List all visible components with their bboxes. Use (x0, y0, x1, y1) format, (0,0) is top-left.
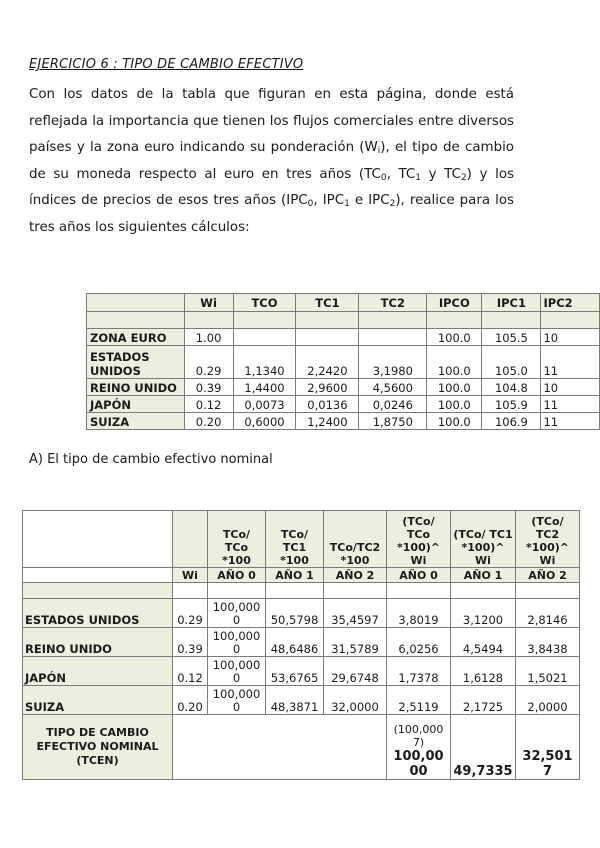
tcen-year1-cell: 49,7335 (451, 715, 516, 780)
ipc2-cell: 11 (541, 346, 600, 379)
weighted-year0-cell: 3,8019 (387, 599, 451, 628)
tcen-blank-cell (173, 715, 387, 780)
table-row (23, 599, 580, 628)
ratio-year2-cell: 31,5789 (324, 628, 387, 657)
ratio-year0-cell: 100,0000 (208, 628, 266, 657)
weight-cell: 0.20 (184, 413, 233, 430)
tc0-cell: 0,6000 (233, 413, 296, 430)
country-label: SUIZA (23, 686, 173, 715)
tc1-cell: 2,2420 (296, 346, 359, 379)
ratio-year1-cell: 48,3871 (266, 686, 324, 715)
table-row (23, 657, 580, 686)
weight-cell: 1.00 (184, 329, 233, 346)
country-label: REINO UNIDO (87, 379, 185, 396)
ratio-year2-cell: 35,4597 (324, 599, 387, 628)
header-cell: TC2 (359, 294, 427, 312)
country-label: SUIZA (87, 413, 185, 430)
header-cell: TCO (233, 294, 296, 312)
ratio-year0-cell: 100,0000 (208, 599, 266, 628)
ratio-year0-cell: 100,0000 (208, 686, 266, 715)
subheader-cell: Wi (173, 568, 208, 583)
header-cell: TCo/TC2 *100 (324, 511, 387, 568)
exercise-statement: Con los datos de la tabla que figuran en esta página, donde está reflejada la importancia que tienen los flujos comerciales entre diversos países y la zona euro indicando su ponderación $(W_i)$, el tipo de cambio de su moneda respecto al euro en tres años ($TC_0$, $TC_1$ y $TC_2$) y los índices de precios de esos tres años ($IPC_0$, $IPC_1$ e $IPC_2$), realice para los tres años los siguientes cálculos: (29, 87, 514, 235)
spacer-row (87, 312, 600, 329)
subheader-cell: AÑO 2 (516, 568, 580, 583)
exercise-title: EJERCICIO 6 : TIPO DE CAMBIO EFECTIVO (29, 57, 304, 72)
weighted-year2-cell: 1,5021 (516, 657, 580, 686)
weight-cell: 0.20 (173, 686, 208, 715)
subheader-cell: AÑO 0 (208, 568, 266, 583)
weighted-year1-cell: 2,1725 (451, 686, 516, 715)
tc1-cell: 0,0136 (296, 396, 359, 413)
header-cell (173, 511, 208, 568)
ipc0-cell: 100.0 (427, 379, 482, 396)
header-cell (87, 294, 185, 312)
ipc0-cell: 100.0 (427, 329, 482, 346)
header-cell: IPCO (427, 294, 482, 312)
tcen-row (23, 715, 580, 780)
table-row (87, 346, 600, 379)
ipc0-cell: 100.0 (427, 413, 482, 430)
tc1-cell: 2,9600 (296, 379, 359, 396)
subheader-cell: AÑO 0 (387, 568, 451, 583)
tcen-calculation-table (22, 510, 580, 780)
ratio-year2-cell: 32,0000 (324, 686, 387, 715)
table-subheader-row (23, 568, 580, 583)
table-header-row (87, 294, 600, 312)
weight-cell: 0.29 (173, 599, 208, 628)
ipc1-cell: 105.9 (482, 396, 541, 413)
country-label: JAPÓN (87, 396, 185, 413)
ipc0-cell: 100.0 (427, 396, 482, 413)
weight-cell: 0.29 (184, 346, 233, 379)
table-row (87, 379, 600, 396)
country-label: REINO UNIDO (23, 628, 173, 657)
weight-cell: 0.39 (184, 379, 233, 396)
tc0-cell (233, 329, 296, 346)
tc2-cell: 1,8750 (359, 413, 427, 430)
weighted-year1-cell: 1,6128 (451, 657, 516, 686)
country-label: ZONA EURO (87, 329, 185, 346)
ipc1-cell: 105.5 (482, 329, 541, 346)
country-label: ESTADOS UNIDOS (87, 346, 185, 379)
weight-cell: 0.39 (173, 628, 208, 657)
table-header-row (23, 511, 580, 568)
tc0-cell: 0,0073 (233, 396, 296, 413)
weighted-year2-cell: 2,0000 (516, 686, 580, 715)
header-cell: TCo/ TCo *100 (208, 511, 266, 568)
input-data-table (86, 293, 600, 430)
tcen-label: TIPO DE CAMBIO EFECTIVO NOMINAL (TCEN) (23, 715, 173, 780)
ipc1-cell: 105.0 (482, 346, 541, 379)
ratio-year1-cell: 53,6765 (266, 657, 324, 686)
ipc1-cell: 104.8 (482, 379, 541, 396)
header-cell: (TCo/ TC2 *100)^ Wi (516, 511, 580, 568)
tc0-cell: 1,4400 (233, 379, 296, 396)
weight-cell: 0.12 (184, 396, 233, 413)
weighted-year2-cell: 3,8438 (516, 628, 580, 657)
tc0-cell: 1,1340 (233, 346, 296, 379)
ratio-year1-cell: 50,5798 (266, 599, 324, 628)
weighted-year0-cell: 1,7378 (387, 657, 451, 686)
tc1-cell (296, 329, 359, 346)
ipc1-cell: 106.9 (482, 413, 541, 430)
tc1-cell: 1,2400 (296, 413, 359, 430)
ipc2-cell: 11 (541, 413, 600, 430)
table-row (87, 413, 600, 430)
header-cell: TCo/ TC1 *100 (266, 511, 324, 568)
header-cell: Wi (184, 294, 233, 312)
weighted-year1-cell: 4,5494 (451, 628, 516, 657)
header-cell: (TCo/ TC1 *100)^ Wi (451, 511, 516, 568)
subheader-cell: AÑO 1 (266, 568, 324, 583)
tcen-year0-value: 100,0000 (393, 749, 444, 779)
header-cell: IPC1 (482, 294, 541, 312)
ratio-year2-cell: 29,6748 (324, 657, 387, 686)
tc2-cell: 0,0246 (359, 396, 427, 413)
spacer-row (23, 583, 580, 599)
country-label: ESTADOS UNIDOS (23, 599, 173, 628)
subheader-cell: AÑO 1 (451, 568, 516, 583)
weighted-year0-cell: 2,5119 (387, 686, 451, 715)
table-row (87, 396, 600, 413)
ipc2-cell: 10 (541, 379, 600, 396)
ipc0-cell: 100.0 (427, 346, 482, 379)
section-a-heading: A) El tipo de cambio efectivo nominal (29, 452, 273, 467)
weight-cell: 0.12 (173, 657, 208, 686)
table-row (87, 329, 600, 346)
table-row (23, 686, 580, 715)
ratio-year1-cell: 48,6486 (266, 628, 324, 657)
weighted-year2-cell: 2,8146 (516, 599, 580, 628)
weighted-year1-cell: 3,1200 (451, 599, 516, 628)
tc2-cell (359, 329, 427, 346)
ipc2-cell: 10 (541, 329, 600, 346)
subheader-cell (23, 568, 173, 583)
ipc2-cell: 11 (541, 396, 600, 413)
subheader-cell: AÑO 2 (324, 568, 387, 583)
header-cell (23, 511, 173, 568)
ratio-year0-cell: 100,0000 (208, 657, 266, 686)
tc2-cell: 3,1980 (359, 346, 427, 379)
header-cell: IPC2 (541, 294, 600, 312)
country-label: JAPÓN (23, 657, 173, 686)
table-row (23, 628, 580, 657)
tcen-year0-cell (387, 715, 451, 780)
tcen-year2-cell: 32,5017 (516, 715, 580, 780)
header-cell: TC1 (296, 294, 359, 312)
weighted-year0-cell: 6,0256 (387, 628, 451, 657)
tc2-cell: 4,5600 (359, 379, 427, 396)
tcen-year0-note: (100,0007) (393, 723, 444, 749)
header-cell: (TCo/ TCo *100)^ Wi (387, 511, 451, 568)
